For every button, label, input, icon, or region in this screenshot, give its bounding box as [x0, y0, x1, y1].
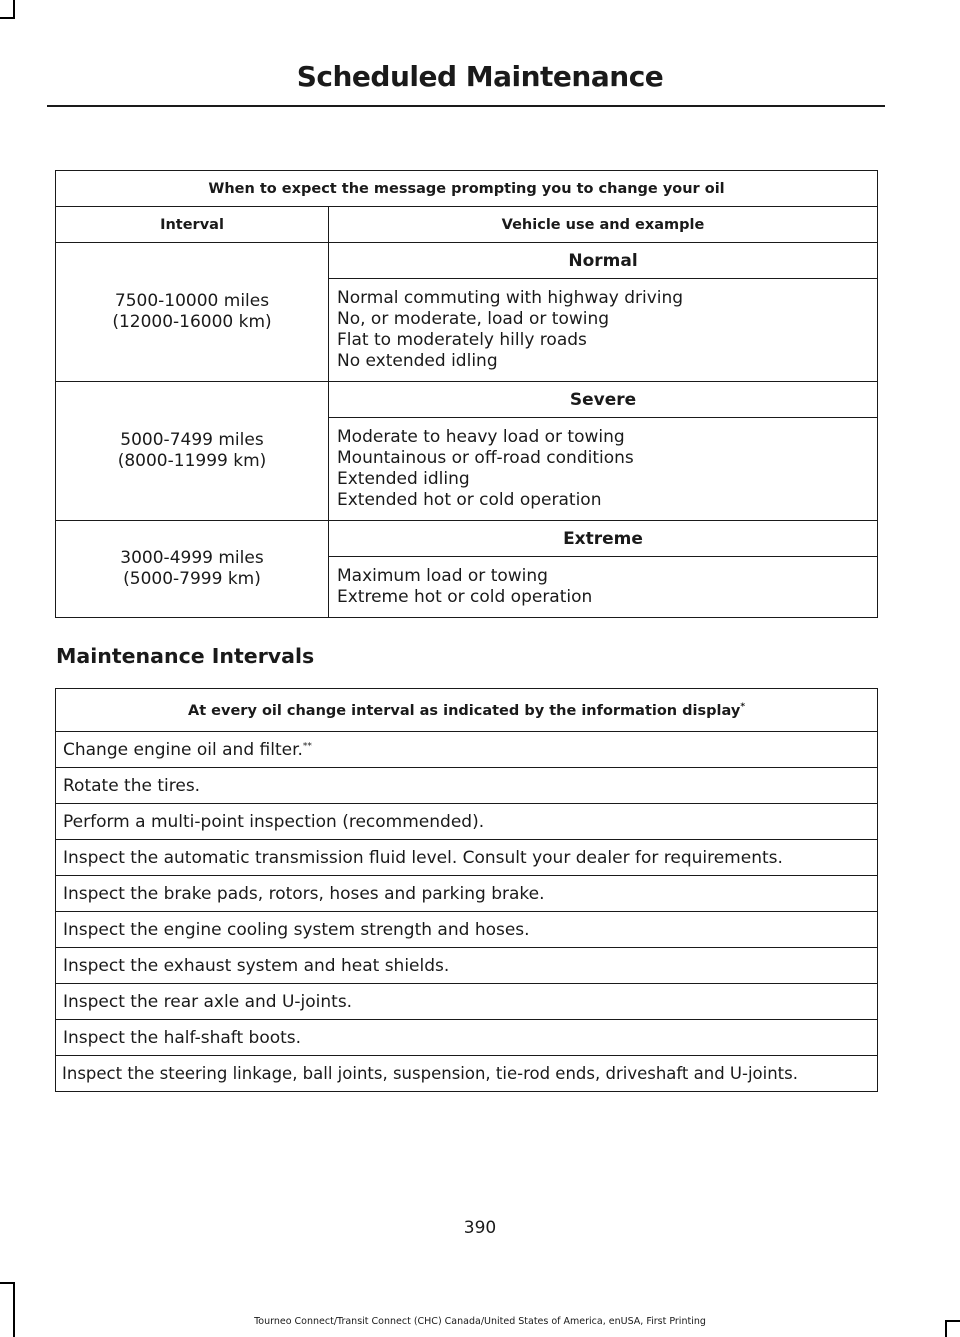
- interval-cell: [56, 382, 329, 521]
- use-example: Extended hot or cold operation: [337, 490, 602, 510]
- maintenance-item: Perform a multi-point inspection (recommended).: [56, 804, 878, 840]
- footer-text: Tourneo Connect/Transit Connect (CHC) Canada/United States of America, enUSA, First Printing: [254, 1316, 706, 1327]
- use-example: No extended idling: [337, 351, 498, 371]
- use-example: No, or moderate, load or towing: [337, 309, 610, 329]
- table-row: [56, 732, 878, 768]
- table-row: [56, 243, 878, 279]
- table-row: [56, 804, 878, 840]
- interval-km: (12000-16000 km): [112, 312, 272, 332]
- table-row: [56, 876, 878, 912]
- table-row: [56, 984, 878, 1020]
- use-examples: [329, 557, 878, 618]
- maintenance-item: Change engine oil and filter.**: [56, 732, 878, 768]
- use-examples: [329, 279, 878, 382]
- interval-cell: [56, 243, 329, 382]
- maintenance-item: Rotate the tires.: [56, 768, 878, 804]
- table-row: [56, 521, 878, 557]
- table-row: [56, 1020, 878, 1056]
- maintenance-item: Inspect the engine cooling system strength and hoses.: [56, 912, 878, 948]
- maintenance-item: Inspect the automatic transmission fluid level. Consult your dealer for requirements.: [56, 840, 878, 876]
- maintenance-item: Inspect the rear axle and U-joints.: [56, 984, 878, 1020]
- interval-km: (5000-7999 km): [123, 569, 261, 589]
- table-row: [56, 840, 878, 876]
- category-label: Severe: [329, 382, 878, 418]
- maintenance-table: [55, 688, 878, 1092]
- column-header-interval: Interval: [56, 207, 329, 243]
- crop-mark: [0, 17, 15, 19]
- use-example: Moderate to heavy load or towing: [337, 427, 625, 447]
- interval-miles: 7500-10000 miles: [114, 291, 270, 311]
- column-header-vehicle-use: Vehicle use and example: [329, 207, 878, 243]
- maintenance-item: Inspect the steering linkage, ball joints, suspension, tie-rod ends, driveshaft and U-joints.: [56, 1056, 878, 1092]
- maintenance-item: Inspect the half-shaft boots.: [56, 1020, 878, 1056]
- footnote-mark: **: [302, 740, 312, 751]
- maintenance-item: Inspect the exhaust system and heat shields.: [56, 948, 878, 984]
- use-example: Mountainous or off-road conditions: [337, 448, 634, 468]
- crop-mark: [13, 1282, 15, 1337]
- table-row: [56, 912, 878, 948]
- interval-cell: [56, 521, 329, 618]
- footnote-mark: *: [740, 701, 746, 712]
- oil-table-caption: When to expect the message prompting you to change your oil: [56, 171, 878, 207]
- use-example: Maximum load or towing: [337, 566, 548, 586]
- page-title: Scheduled Maintenance: [296, 60, 664, 93]
- use-example: Extreme hot or cold operation: [337, 587, 593, 607]
- crop-mark: [13, 0, 15, 18]
- maintenance-item: Inspect the brake pads, rotors, hoses and parking brake.: [56, 876, 878, 912]
- maintenance-table-header: At every oil change interval as indicated by the information display*: [56, 689, 878, 732]
- table-row: [56, 1056, 878, 1092]
- table-row: [56, 382, 878, 418]
- use-example: Extended idling: [337, 469, 470, 489]
- table-row: [56, 768, 878, 804]
- oil-change-table: [55, 170, 878, 618]
- crop-mark: [0, 1282, 15, 1284]
- use-examples: [329, 418, 878, 521]
- category-label: Extreme: [329, 521, 878, 557]
- use-example: Normal commuting with highway driving: [337, 288, 684, 308]
- interval-miles: 3000-4999 miles: [120, 548, 264, 568]
- header-divider: [47, 105, 885, 107]
- interval-miles: 5000-7499 miles: [120, 430, 264, 450]
- category-label: Normal: [329, 243, 878, 279]
- page-number: 390: [463, 1218, 497, 1238]
- interval-km: (8000-11999 km): [117, 451, 267, 471]
- table-row: [56, 948, 878, 984]
- use-example: Flat to moderately hilly roads: [337, 330, 587, 350]
- section-title: Maintenance Intervals: [56, 644, 315, 668]
